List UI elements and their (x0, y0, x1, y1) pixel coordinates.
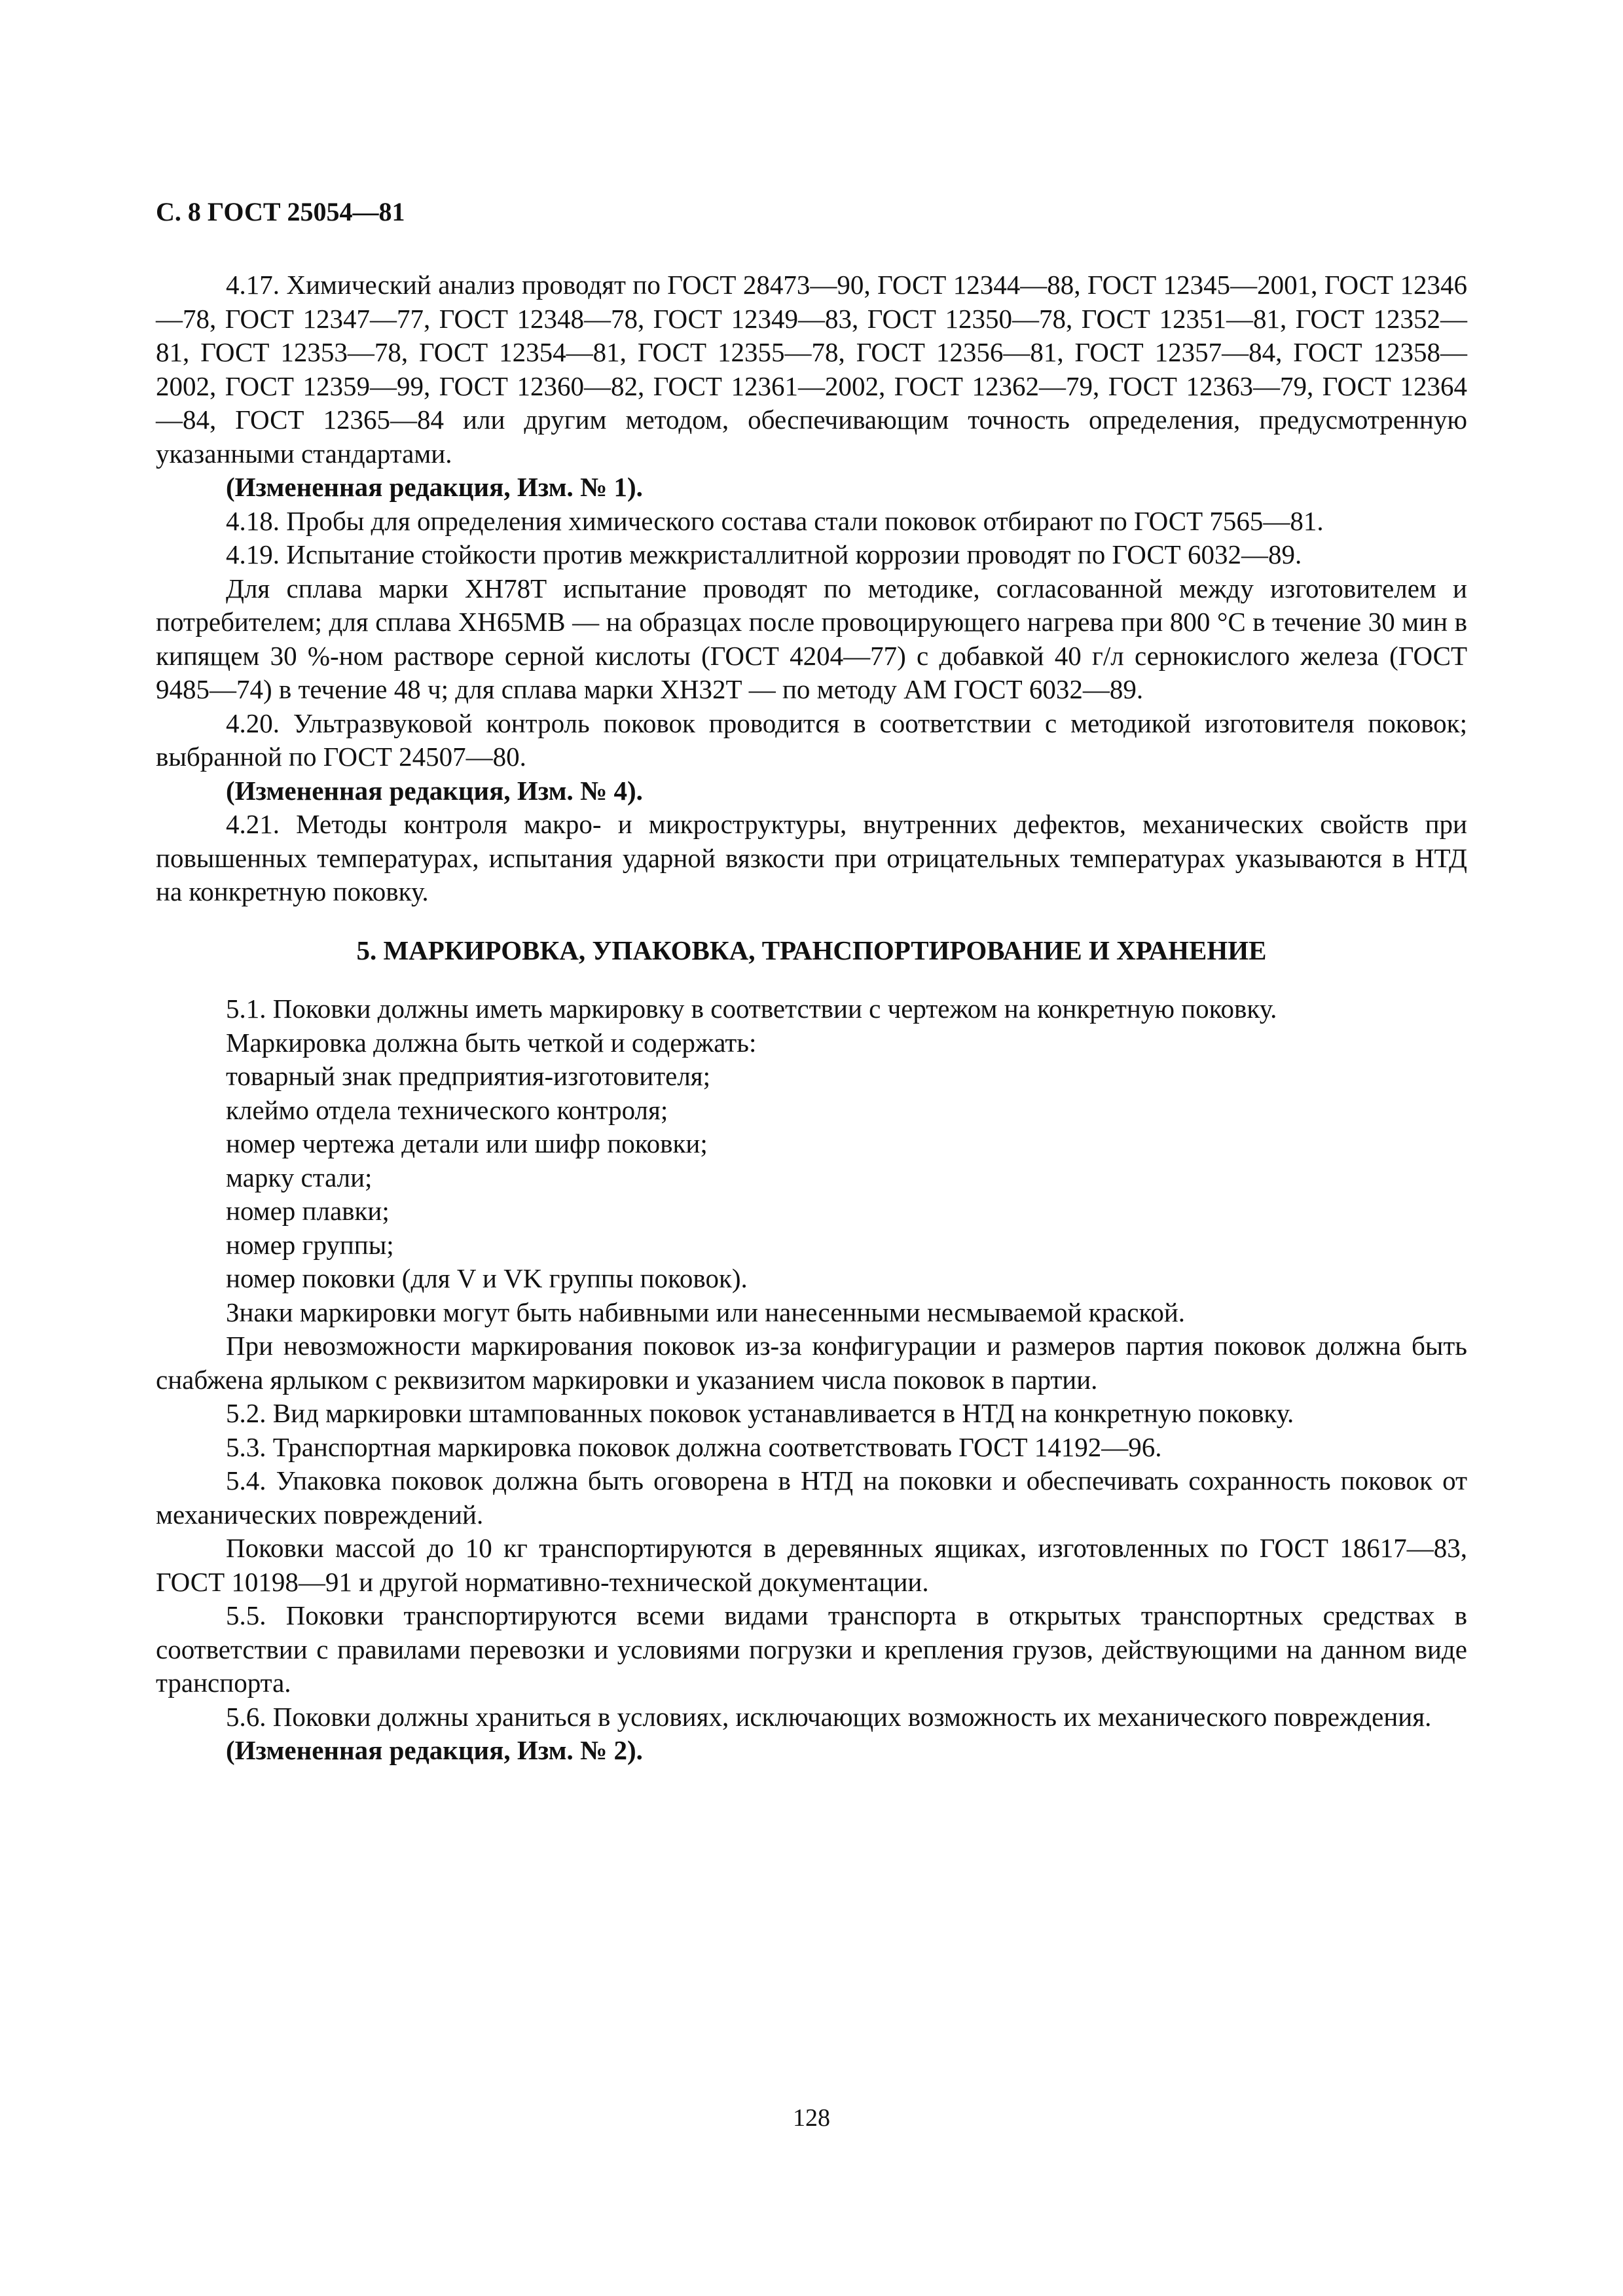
clause-5-4-boxes: Поковки массой до 10 кг транспортируются в деревянных ящиках, изготовленных по ГОСТ 18617—83, ГОСТ 10198—91 и другой нормативно-технической документации. (156, 1533, 1467, 1597)
clause-4-21: 4.21. Методы контроля макро- и микроструктуры, внутренних дефектов, механических свойств при повышенных температурах, испытания ударной вязкости при отрицательных температурах указываются в НТД на конкретную поковку. (156, 809, 1467, 906)
list-item: марку стали; (226, 1162, 373, 1193)
clause-4-17: 4.17. Химический анализ проводят по ГОСТ 28473—90, ГОСТ 12344—88, ГОСТ 12345—2001, ГОСТ 12346—78, ГОСТ 12347—77, ГОСТ 12348—78, ГОСТ 12349—83, ГОСТ 12350—78, ГОСТ 12351—81, ГОСТ 12352—81, ГОСТ 12353—78, ГОСТ 12354—81, ГОСТ 12355—78, ГОСТ 12356—81, ГОСТ 12357—84, ГОСТ 12358—2002, ГОСТ 12359—99, ГОСТ 12360—82, ГОСТ 12361—2002, ГОСТ 12362—79, ГОСТ 12363—79, ГОСТ 12364—84, ГОСТ 12365—84 или другим методом, обеспечивающим точность определения, предусмотренную указанными стандартами. (156, 270, 1467, 469)
list-item: товарный знак предприятия-изготовителя; (226, 1061, 711, 1091)
clause-5-1-label: При невозможности маркирования поковок из-за конфигурации и размеров партия поковок должна быть снабжена ярлыком с реквизитом маркировки и указанием числа поковок в партии. (156, 1331, 1467, 1395)
clause-5-1: 5.1. Поковки должны иметь маркировку в соответствии с чертежом на конкретную поковку. (226, 994, 1277, 1024)
clause-5-4: 5.4. Упаковка поковок должна быть оговорена в НТД на поковки и обеспечивать сохранность поковок от механических повреждений. (156, 1465, 1467, 1530)
clause-5-6: 5.6. Поковки должны храниться в условиях, исключающих возможность их механического повреждения. (226, 1701, 1432, 1732)
amendment-note-4: (Измененная редакция, Изм. № 4). (226, 775, 643, 806)
clause-5-1-signs: Знаки маркировки могут быть набивными или нанесенными несмываемой краской. (226, 1297, 1186, 1327)
clause-4-18: 4.18. Пробы для определения химического состава стали поковок отбирают по ГОСТ 7565—81. (226, 505, 1324, 536)
page-header: С. 8 ГОСТ 25054—81 (156, 197, 405, 226)
clause-5-3: 5.3. Транспортная маркировка поковок должна соответствовать ГОСТ 14192—96. (226, 1431, 1162, 1462)
list-item: номер плавки; (226, 1196, 390, 1226)
list-item: номер поковки (для V и VK группы поковок). (226, 1263, 748, 1293)
list-item: клеймо отдела технического контроля; (226, 1094, 668, 1125)
document-body (156, 268, 1467, 1768)
clause-5-5: 5.5. Поковки транспортируются всеми видами транспорта в открытых транспортных средствах в соответствии с правилами перевозки и условиями погрузки и крепления грузов, действующими на данном виде транспорта. (156, 1600, 1467, 1698)
clause-5-1-marking-intro: Маркировка должна быть четкой и содержать: (226, 1027, 757, 1058)
clause-5-2: 5.2. Вид маркировки штампованных поковок устанавливается в НТД на конкретную поковку. (226, 1398, 1294, 1428)
amendment-note-2: (Измененная редакция, Изм. № 2). (226, 1735, 643, 1765)
page-number: 128 (793, 2104, 830, 2132)
clause-4-20: 4.20. Ультразвуковой контроль поковок проводится в соответствии с методикой изготовителя поковок; выбранной по ГОСТ 24507—80. (156, 708, 1467, 772)
list-item: номер группы; (226, 1229, 394, 1260)
amendment-note-1: (Измененная редакция, Изм. № 1). (226, 472, 643, 502)
section-5-title: 5. МАРКИРОВКА, УПАКОВКА, ТРАНСПОРТИРОВАНИЕ И ХРАНЕНИЕ (356, 935, 1267, 965)
list-item: номер чертежа детали или шифр поковки; (226, 1128, 708, 1158)
clause-4-19: 4.19. Испытание стойкости против межкристаллитной коррозии проводят по ГОСТ 6032—89. (226, 539, 1302, 569)
clause-4-19-continued: Для сплава марки ХН78Т испытание проводят по методике, согласованной между изготовителем и потребителем; для сплава ХН65МВ — на образцах после провоцирующего нагрева при 800 °С в течение 30 мин в кипящем 30 %-ном растворе серной кислоты (ГОСТ 4204—77) с добавкой 40 г/л сернокислого железа (ГОСТ 9485—74) в течение 48 ч; для сплава марки ХН32Т — по методу АМ ГОСТ 6032—89. (156, 573, 1467, 704)
